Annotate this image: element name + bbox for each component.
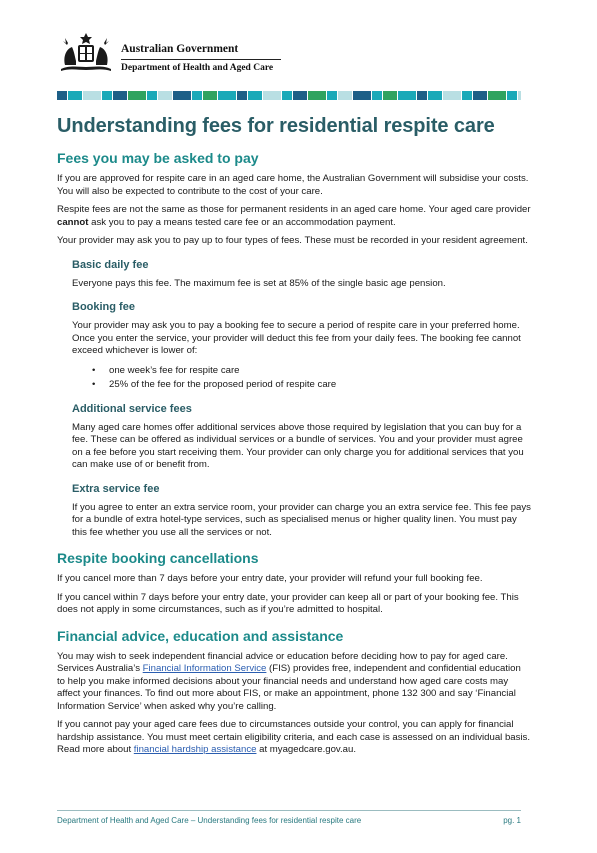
color-bar-segment [173, 91, 191, 100]
document-body [57, 113, 531, 763]
color-bar-segment [248, 91, 262, 100]
list-item: • one week’s fee for respite care [92, 364, 531, 378]
fee-types [57, 258, 531, 540]
color-bar-segment [372, 91, 382, 100]
footer-document-title: Department of Health and Aged Care – Understanding fees for residential respite care [57, 816, 362, 825]
government-name: Australian Government [121, 43, 239, 55]
color-bar-segment [57, 91, 67, 100]
decorative-color-bar [57, 91, 521, 100]
color-bar-segment [417, 91, 427, 100]
page-footer [57, 810, 521, 825]
department-name: Department of Health and Aged Care [121, 63, 274, 73]
list-item: • 25% of the fee for the proposed period of respite care [92, 378, 531, 392]
color-bar-segment [237, 91, 247, 100]
government-header [57, 31, 357, 81]
booking-fee-list [72, 364, 531, 392]
color-bar-segment [353, 91, 371, 100]
color-bar-segment [383, 91, 397, 100]
color-bar-segment [293, 91, 307, 100]
color-bar-segment [147, 91, 157, 100]
financial-information-service-link[interactable]: Financial Information Service [142, 663, 267, 674]
color-bar-segment [158, 91, 172, 100]
color-bar-segment [68, 91, 82, 100]
commonwealth-coat-of-arms-icon [57, 31, 115, 75]
section-heading-cancellations: Respite booking cancellations [57, 550, 259, 566]
paragraph: If you cancel more than 7 days before your entry date, your provider will refund your full booking fee. [57, 573, 483, 584]
color-bar-segment [308, 91, 326, 100]
government-wordmark [121, 43, 281, 74]
subheading-additional-service-fees: Additional service fees [72, 402, 192, 415]
paragraph: Your provider may ask you to pay a booking fee to secure a period of respite care in your preferred home. Once you enter the service, your provider will deduct this fee from your daily fees. The booking fee cannot exceed whichever is lower of: [72, 320, 521, 356]
color-bar-segment [203, 91, 217, 100]
emphasis-cannot: cannot [57, 216, 89, 228]
color-bar-segment [473, 91, 487, 100]
subheading-extra-service-fee: Extra service fee [72, 482, 160, 495]
color-bar-segment [488, 91, 506, 100]
color-bar-segment [428, 91, 442, 100]
color-bar-segment [282, 91, 292, 100]
subheading-basic-daily-fee: Basic daily fee [72, 258, 149, 271]
header-divider [121, 59, 281, 60]
paragraph: You may wish to seek independent financial advice or education before deciding how to pay for aged care. Services Australia’s Financial Information Service (FIS) provides free, independent and confidential education to help you make informed decisions about your financial needs and understand how aged care costs may affect your finances. To find out more about FIS, or make an appointment, phone 132 300 and say ‘Financial Information Service’ when asked why you’re calling. [57, 650, 521, 712]
paragraph: If you agree to enter an extra service room, your provider can charge you an extra service fee. This fee pays for a bundle of extra hotel-type services, such as specialised menus or higher quality linen. You must pay this fee whether you use all the services or not. [72, 501, 531, 538]
subheading-booking-fee: Booking fee [72, 301, 135, 313]
color-bar-segment [338, 91, 352, 100]
color-bar-segment [128, 91, 146, 100]
color-bar-segment [113, 91, 127, 100]
paragraph: If you cannot pay your aged care fees due to circumstances outside your control, you can apply for financial hardship assistance. You must meet certain eligibility criteria, and each case is assessed on an individual basis. Read more about financial hardship assistance at myagedcare.gov.au. [57, 719, 531, 755]
color-bar-segment [102, 91, 112, 100]
color-bar-segment [443, 91, 461, 100]
color-bar-segment [462, 91, 472, 100]
paragraph: If you are approved for respite care in an aged care home, the Australian Government will subsidise your costs. You will also be expected to contribute to the cost of your care. [57, 173, 529, 197]
color-bar-segment [83, 91, 101, 100]
paragraph: Everyone pays this fee. The maximum fee is set at 85% of the single basic age pension. [72, 277, 446, 289]
color-bar-segment [518, 91, 521, 100]
paragraph: Many aged care homes offer additional services above those required by legislation that you can buy for a fee. These can be offered as individual services or a bundle of services. You and your provider must agree on a fee before you start receiving them. Your provider can only charge you for additional services that you can make use of or benefit from. [72, 421, 524, 470]
section-heading-fees: Fees you may be asked to pay [57, 150, 259, 166]
color-bar-segment [192, 91, 202, 100]
section-heading-financial-advice: Financial advice, education and assistance [57, 627, 344, 644]
color-bar-segment [218, 91, 236, 100]
color-bar-segment [327, 91, 337, 100]
color-bar-segment [507, 91, 517, 100]
color-bar-segment [263, 91, 281, 100]
page-title: Understanding fees for residential respite care [57, 115, 495, 137]
financial-hardship-assistance-link[interactable]: financial hardship assistance [133, 744, 257, 755]
paragraph: Your provider may ask you to pay up to four types of fees. These must be recorded in your resident agreement. [57, 235, 528, 246]
paragraph: Respite fees are not the same as those for permanent residents in an aged care home. Your aged care provider cannot ask you to pay a means tested care fee or an accommodation payment. [57, 204, 531, 228]
page-number: pg. 1 [503, 816, 521, 825]
color-bar-segment [398, 91, 416, 100]
paragraph: If you cancel within 7 days before your entry date, your provider can keep all or part of your booking fee. This does not apply in some circumstances, such as if you’re admitted to hospital. [57, 591, 519, 615]
